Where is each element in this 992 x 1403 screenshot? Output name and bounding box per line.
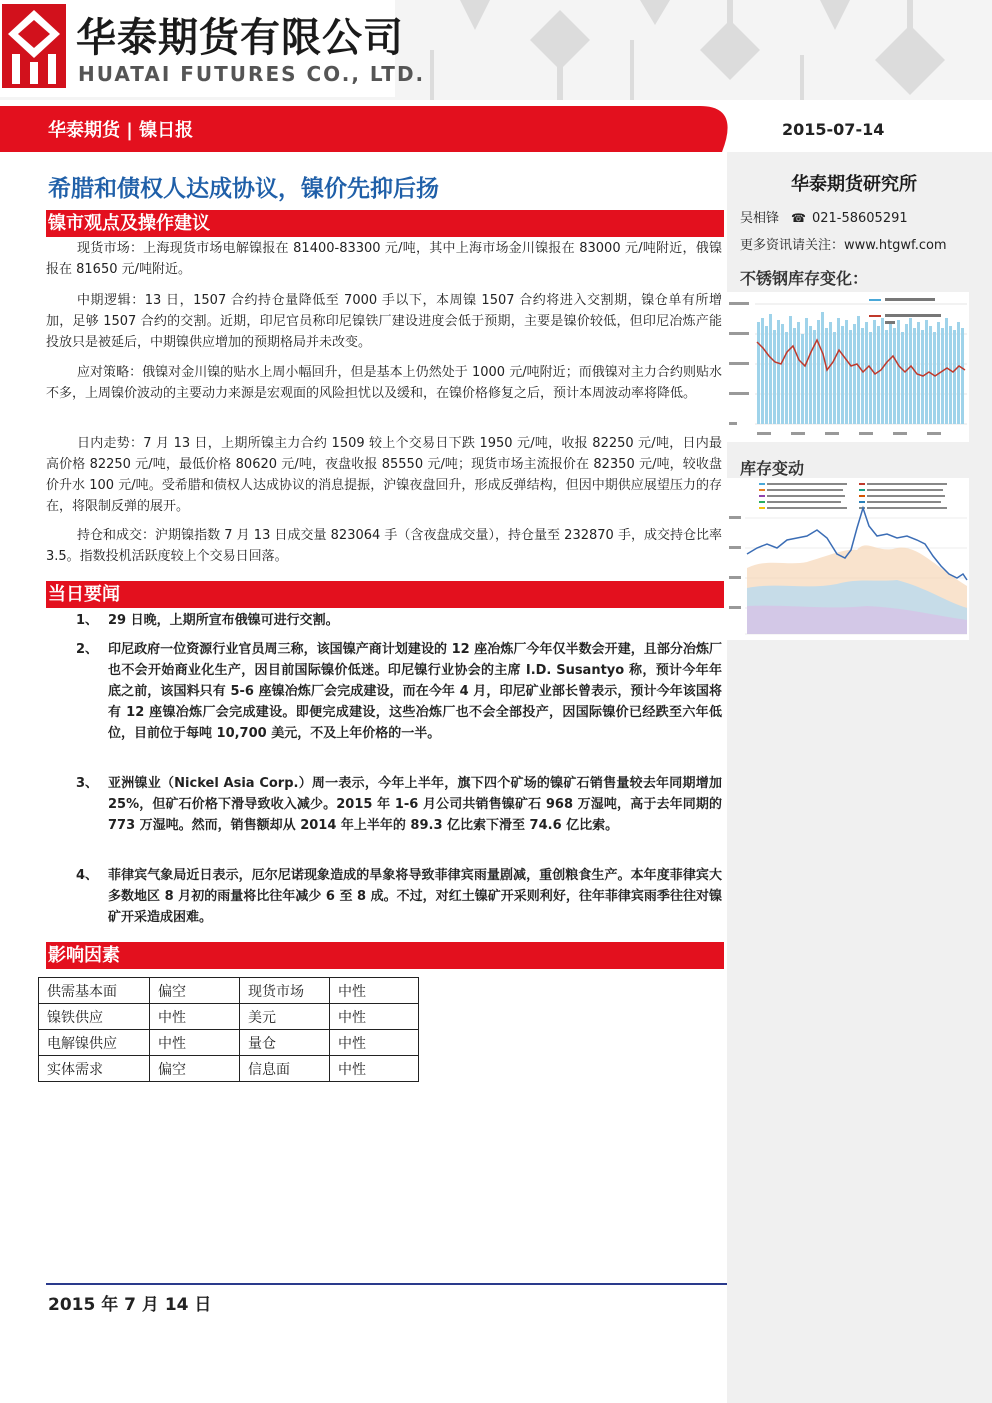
table-cell: 实体需求 [39, 1056, 150, 1082]
list-item-text: 29 日晚，上期所宣布俄镍可进行交割。 [108, 613, 339, 628]
header-decoration [400, 0, 992, 100]
paragraph-strategy: 应对策略：俄镍对金川镍的贴水上周小幅回升，但是基本上仍然处于 1000 元/吨附近；而俄镍对主力合约则贴水不多，上周镍价波动的主要动力来源是宏观面的风险担忧以及缓和，在镍价格修复之后，预计本周波动率将降低。 [46, 365, 722, 401]
table-cell: 中性 [150, 1004, 240, 1030]
report-banner [0, 106, 992, 152]
footer-date: 2015 年 7 月 14 日 [48, 1295, 212, 1315]
sidebar [727, 152, 992, 1403]
paragraph-mid-term-logic: 中期逻辑：13 日，1507 合约持仓量降低至 7000 手以下，本周镍 1507 合约将进入交割期，镍仓单有所增加，足够 1507 合约的交割。近期，印尼官员称印尼镍铁厂建设进度会低于预期，主要是镍价较低，但印尼冶炼产能投放只是被延后，中期镍供应增加的预期格局并未改变。 [46, 293, 722, 350]
list-item-number: 1、 [76, 613, 99, 628]
table-cell: 中性 [150, 1030, 240, 1056]
analyst-name: 吴相锋 [740, 211, 780, 226]
table-cell: 中性 [330, 978, 419, 1004]
page-header [0, 0, 992, 100]
table-cell: 偏空 [150, 1056, 240, 1082]
phone-icon: ☎ [791, 211, 806, 225]
company-name-en: HUATAI FUTURES CO., LTD. [78, 62, 426, 86]
list-item-text: 印尼政府一位资源行业官员周三称，该国镍产商计划建设的 12 座冶炼厂今年仅半数会开建，且部分冶炼厂也不会开始商业化生产，因目前国际镍价低迷。印尼镍行业协会的主席 I.D. Susantyo 称，预计今年年底之前，该国料只有 5-6 座镍冶炼厂会完成建设，而在今年 4 月，印尼矿业部长曾表示，预计今年该国将有 12 座镍冶炼厂会完成建设。即便完成建设，这些冶炼厂也不会全部投产，因国际镍价已经跌至六年低位，目前位于每吨 10,700 美元，不及上年价格的一半。 [108, 642, 722, 741]
company-name-cn: 华泰期货有限公司 [76, 15, 404, 61]
chart-title-stainless-inventory: 不锈钢库存变化： [740, 269, 869, 288]
list-item [76, 865, 722, 928]
more-info-text: 更多资讯请关注：www.htgwf.com [740, 238, 947, 253]
table-cell: 现货市场 [240, 978, 330, 1004]
analyst-phone: 021-58605291 [811, 211, 908, 226]
page-title: 希腊和债权人达成协议，镍价先抑后扬 [48, 176, 439, 202]
table-cell: 中性 [330, 1004, 419, 1030]
logo-area [0, 0, 426, 97]
table-cell: 量仓 [240, 1030, 330, 1056]
footer-divider [46, 1283, 727, 1285]
list-item-number: 2、 [76, 642, 99, 657]
table-cell: 镍铁供应 [39, 1004, 150, 1030]
inventory-change-chart-image [727, 478, 969, 640]
report-date: 2015-07-14 [782, 120, 885, 139]
huatai-logo-icon [2, 4, 66, 88]
paragraph-spot-market: 现货市场：上海现货市场电解镍报在 81400-83300 元/吨，其中上海市场金川镍报在 83000 元/吨附近，俄镍报在 81650 元/吨附近。 [46, 241, 722, 277]
table-row [39, 1004, 419, 1030]
list-item [76, 610, 722, 631]
table-row [39, 1056, 419, 1082]
list-item-number: 4、 [76, 868, 99, 883]
factor-table [38, 977, 419, 1082]
list-item-number: 3、 [76, 776, 99, 791]
table-cell: 偏空 [150, 978, 240, 1004]
table-cell: 供需基本面 [39, 978, 150, 1004]
table-row [39, 1030, 419, 1056]
list-item [76, 639, 722, 744]
table-cell: 电解镍供应 [39, 1030, 150, 1056]
institute-name: 华泰期货研究所 [791, 174, 917, 195]
list-item [76, 773, 722, 836]
section-title-factors: 影响因素 [46, 942, 724, 969]
list-item-text: 亚洲镍业（Nickel Asia Corp.）周一表示，今年上半年，旗下四个矿场的镍矿石销售量较去年同期增加 25%，但矿石价格下滑导致收入减少。2015 年 1-6 月公司共销售镍矿石 968 万湿吨，高于去年同期的 773 万湿吨。然而，销售额却从 2014 年上半年的 89.3 亿比索下滑至 74.6 亿比索。 [108, 776, 722, 833]
list-item-text: 菲律宾气象局近日表示，厄尔尼诺现象造成的旱象将导致菲律宾雨量剧减，重创粮食生产。本年度菲律宾大多数地区 8 月初的雨量将比往年减少 6 至 8 成。不过，对红土镍矿开采则利好，往年菲律宾雨季往往对镍矿开采造成困难。 [108, 868, 722, 925]
chart-title-inventory-change: 库存变动 [740, 459, 805, 478]
table-cell: 美元 [240, 1004, 330, 1030]
analyst-contact [740, 207, 908, 226]
section-title-nickel-view: 镍市观点及操作建议 [46, 210, 724, 237]
table-row [39, 978, 419, 1004]
banner-title: 华泰期货 | 镍日报 [48, 120, 194, 141]
paragraph-open-interest: 持仓和成交：沪期镍指数 7 月 13 日成交量 823064 手（含夜盘成交量），持仓量至 232870 手，成交持仓比率 3.5。指数投机活跃度较上个交易日回落。 [46, 528, 722, 564]
paragraph-intraday-trend: 日内走势：7 月 13 日，上期所镍主力合约 1509 较上个交易日下跌 1950 元/吨，收报 82250 元/吨，日内最高价格 82250 元/吨，最低价格 80620 元/吨，夜盘收报 85550 元/吨；现货市场主流报价在 82350 元/吨，较收盘价升水 100 元/吨。受希腊和债权人达成协议的消息提振，沪镍夜盘回升，形成反弹结构，但因中期供应展望压力的存在，将限制反弹的展开。 [46, 436, 722, 514]
table-cell: 信息面 [240, 1056, 330, 1082]
section-title-daily-news: 当日要闻 [46, 581, 724, 608]
stainless-inventory-chart-image [727, 292, 969, 442]
table-cell: 中性 [330, 1030, 419, 1056]
table-cell: 中性 [330, 1056, 419, 1082]
